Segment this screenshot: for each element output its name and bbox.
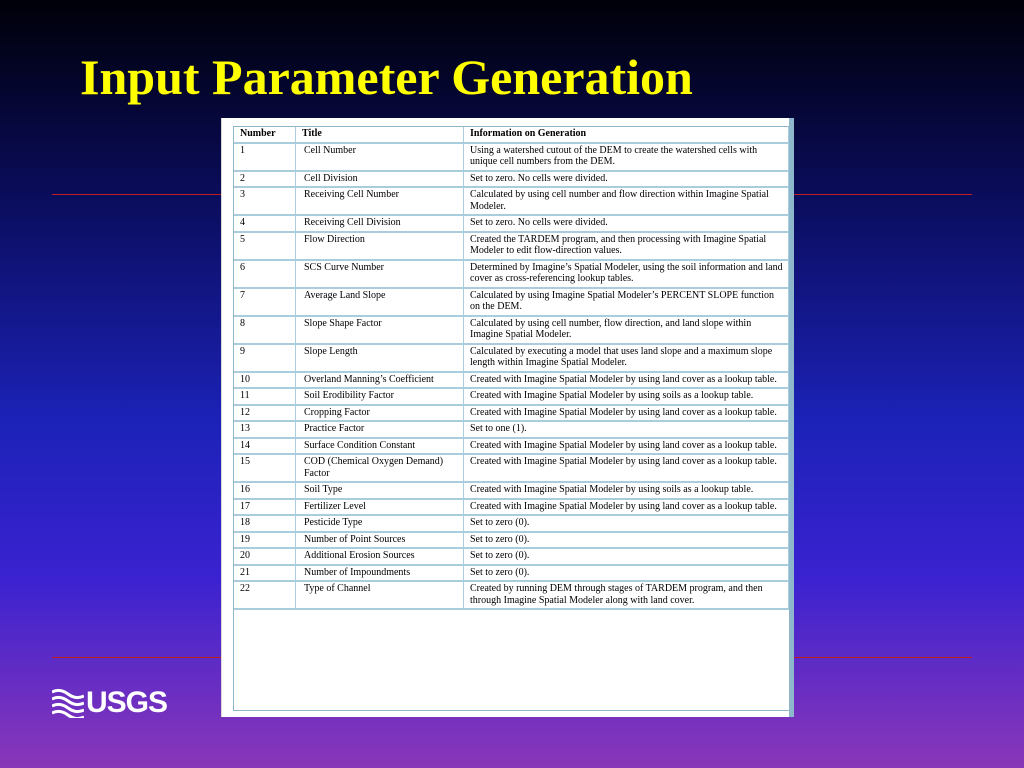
table-row bbox=[234, 533, 789, 550]
cell-number: 7 bbox=[234, 289, 296, 317]
cell-number: 22 bbox=[234, 582, 296, 610]
table-row bbox=[234, 216, 789, 233]
table-row bbox=[234, 500, 789, 517]
header-title: Title bbox=[296, 127, 464, 144]
cell-information: Created with Imagine Spatial Modeler by using land cover as a lookup table. bbox=[464, 373, 789, 390]
cell-number: 15 bbox=[234, 455, 296, 483]
cell-title: Slope Shape Factor bbox=[296, 317, 464, 345]
cell-number: 19 bbox=[234, 533, 296, 550]
cell-title: Fertilizer Level bbox=[296, 500, 464, 517]
cell-number: 12 bbox=[234, 406, 296, 423]
usgs-wave-icon bbox=[52, 688, 84, 718]
cell-information: Set to zero (0). bbox=[464, 549, 789, 566]
cell-number: 1 bbox=[234, 144, 296, 172]
cell-information: Calculated by using Imagine Spatial Modeler’s PERCENT SLOPE function on the DEM. bbox=[464, 289, 789, 317]
table-row bbox=[234, 389, 789, 406]
table-header-row bbox=[234, 127, 789, 144]
table-row bbox=[234, 406, 789, 423]
cell-title: SCS Curve Number bbox=[296, 261, 464, 289]
cell-title: Surface Condition Constant bbox=[296, 439, 464, 456]
header-information: Information on Generation bbox=[464, 127, 789, 144]
table-row bbox=[234, 373, 789, 390]
cell-number: 17 bbox=[234, 500, 296, 517]
cell-title: Receiving Cell Number bbox=[296, 188, 464, 216]
cell-title: Number of Impoundments bbox=[296, 566, 464, 583]
cell-number: 21 bbox=[234, 566, 296, 583]
cell-title: Overland Manning’s Coefficient bbox=[296, 373, 464, 390]
cell-title: Practice Factor bbox=[296, 422, 464, 439]
cell-title: Soil Type bbox=[296, 483, 464, 500]
cell-number: 4 bbox=[234, 216, 296, 233]
cell-information: Calculated by executing a model that uses land slope and a maximum slope length within Imagine Spatial Modeler. bbox=[464, 345, 789, 373]
cell-title: Number of Point Sources bbox=[296, 533, 464, 550]
table-row bbox=[234, 317, 789, 345]
table-row bbox=[234, 233, 789, 261]
cell-number: 18 bbox=[234, 516, 296, 533]
table-body bbox=[234, 144, 789, 611]
cell-number: 20 bbox=[234, 549, 296, 566]
cell-title: Pesticide Type bbox=[296, 516, 464, 533]
cell-number: 16 bbox=[234, 483, 296, 500]
cell-number: 11 bbox=[234, 389, 296, 406]
cell-title: Soil Erodibility Factor bbox=[296, 389, 464, 406]
cell-information: Set to zero. No cells were divided. bbox=[464, 216, 789, 233]
table-row bbox=[234, 455, 789, 483]
table-row bbox=[234, 483, 789, 500]
slide-title: Input Parameter Generation bbox=[80, 49, 693, 105]
cell-information: Using a watershed cutout of the DEM to create the watershed cells with unique cell numbers from the DEM. bbox=[464, 144, 789, 172]
table-row bbox=[234, 261, 789, 289]
cell-information: Created with Imagine Spatial Modeler by using land cover as a lookup table. bbox=[464, 455, 789, 483]
header-number: Number bbox=[234, 127, 296, 144]
cell-title: COD (Chemical Oxygen Demand) Factor bbox=[296, 455, 464, 483]
cell-information: Set to zero (0). bbox=[464, 566, 789, 583]
cell-information: Created the TARDEM program, and then processing with Imagine Spatial Modeler to edit flow-direction values. bbox=[464, 233, 789, 261]
cell-information: Set to zero. No cells were divided. bbox=[464, 172, 789, 189]
cell-number: 2 bbox=[234, 172, 296, 189]
table-row bbox=[234, 144, 789, 172]
cell-number: 14 bbox=[234, 439, 296, 456]
cell-number: 8 bbox=[234, 317, 296, 345]
cell-title: Additional Erosion Sources bbox=[296, 549, 464, 566]
cell-number: 13 bbox=[234, 422, 296, 439]
cell-information: Created with Imagine Spatial Modeler by using soils as a lookup table. bbox=[464, 483, 789, 500]
cell-title: Slope Length bbox=[296, 345, 464, 373]
table-row bbox=[234, 566, 789, 583]
cell-information: Calculated by using cell number, flow direction, and land slope within Imagine Spatial Modeler. bbox=[464, 317, 789, 345]
cell-information: Created by running DEM through stages of TARDEM program, and then through Imagine Spatial Modeler along with land cover. bbox=[464, 582, 789, 610]
cell-title: Cropping Factor bbox=[296, 406, 464, 423]
table-row bbox=[234, 422, 789, 439]
table-row bbox=[234, 516, 789, 533]
cell-information: Set to zero (0). bbox=[464, 533, 789, 550]
cell-information: Created with Imagine Spatial Modeler by using land cover as a lookup table. bbox=[464, 500, 789, 517]
usgs-logo-text: USGS bbox=[86, 686, 168, 719]
cell-number: 9 bbox=[234, 345, 296, 373]
table-row bbox=[234, 172, 789, 189]
table-row bbox=[234, 439, 789, 456]
cell-title: Cell Division bbox=[296, 172, 464, 189]
parameter-table-border bbox=[233, 126, 790, 711]
cell-number: 5 bbox=[234, 233, 296, 261]
table-row bbox=[234, 345, 789, 373]
cell-information: Created with Imagine Spatial Modeler by using land cover as a lookup table. bbox=[464, 439, 789, 456]
table-row bbox=[234, 188, 789, 216]
table-row bbox=[234, 289, 789, 317]
cell-title: Flow Direction bbox=[296, 233, 464, 261]
parameter-table bbox=[234, 127, 789, 610]
cell-information: Created with Imagine Spatial Modeler by using soils as a lookup table. bbox=[464, 389, 789, 406]
cell-information: Determined by Imagine’s Spatial Modeler, using the soil information and land cover as cross-referencing lookup tables. bbox=[464, 261, 789, 289]
usgs-logo bbox=[52, 688, 167, 718]
cell-title: Average Land Slope bbox=[296, 289, 464, 317]
table-row bbox=[234, 549, 789, 566]
table-row bbox=[234, 582, 789, 610]
cell-title: Type of Channel bbox=[296, 582, 464, 610]
cell-information: Created with Imagine Spatial Modeler by using land cover as a lookup table. bbox=[464, 406, 789, 423]
cell-title: Cell Number bbox=[296, 144, 464, 172]
cell-number: 3 bbox=[234, 188, 296, 216]
cell-information: Calculated by using cell number and flow direction within Imagine Spatial Modeler. bbox=[464, 188, 789, 216]
cell-information: Set to one (1). bbox=[464, 422, 789, 439]
cell-number: 10 bbox=[234, 373, 296, 390]
cell-information: Set to zero (0). bbox=[464, 516, 789, 533]
cell-title: Receiving Cell Division bbox=[296, 216, 464, 233]
parameter-table-image bbox=[221, 118, 794, 717]
cell-number: 6 bbox=[234, 261, 296, 289]
